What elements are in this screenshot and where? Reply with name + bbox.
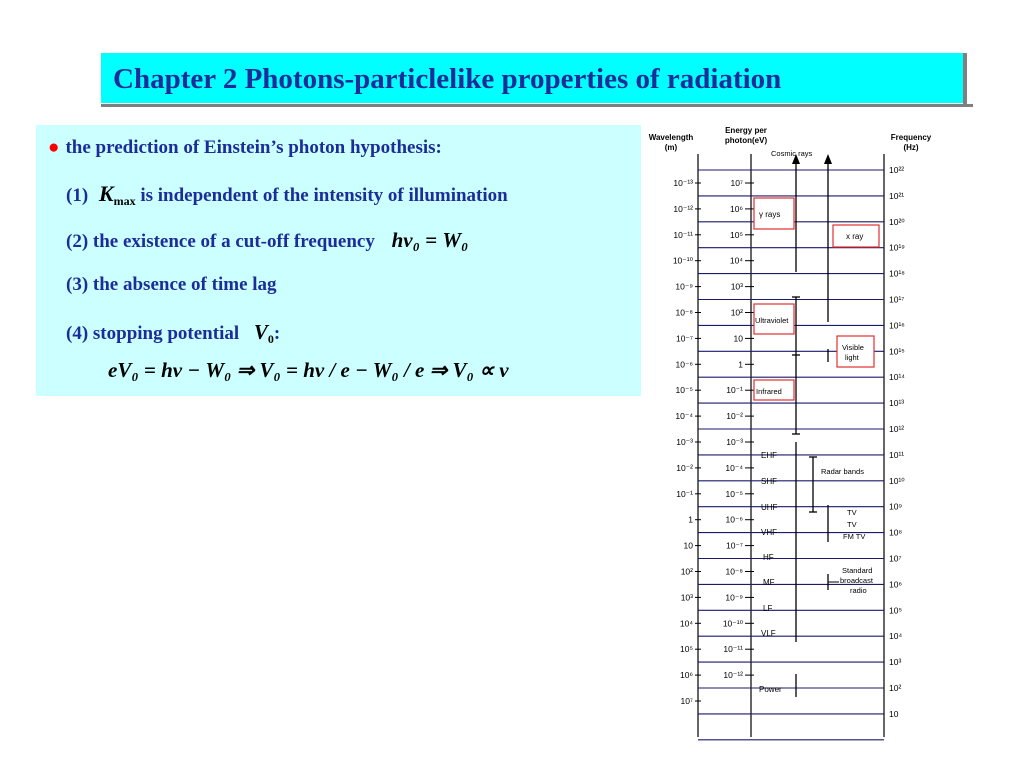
wavelength-tick-label: 10⁻⁶ xyxy=(675,359,693,370)
slide-title: Chapter 2 Photons-particlelike properties of radiation xyxy=(113,63,782,95)
wavelength-heading: Wavelength xyxy=(648,133,694,142)
wavelength-tick-label: 10⁻⁵ xyxy=(675,385,693,396)
energy-tick-label: 10⁻¹¹ xyxy=(723,644,743,655)
energy-heading: Energy per xyxy=(725,126,767,135)
visible-label-2: light xyxy=(845,353,859,362)
broadcast-label-2: broadcast xyxy=(840,576,873,585)
xray-label: x ray xyxy=(846,232,864,241)
content-box xyxy=(36,125,641,396)
wavelength-tick-label: 10² xyxy=(680,566,693,577)
frequency-tick-label: 10²⁰ xyxy=(889,216,905,227)
kmax-subscript: max xyxy=(113,194,136,208)
energy-tick-label: 10⁶ xyxy=(730,203,743,214)
item-3-text: (3) the absence of time lag xyxy=(66,274,277,295)
stopping-potential-equation: eV₀ = hν − W₀ ⇒ V₀ = hν / e − W₀ / e ⇒ V₀ ∝ ν xyxy=(108,358,509,382)
frequency-tick-label: 10⁹ xyxy=(889,501,903,512)
item-1-text: is independent of the intensity of illumination xyxy=(140,185,508,206)
frequency-tick-label: 10¹⁹ xyxy=(889,242,905,253)
energy-tick-label: 10⁻¹⁰ xyxy=(722,618,743,629)
energy-tick-label: 10⁻⁹ xyxy=(725,592,743,603)
wavelength-tick-label: 10³ xyxy=(680,592,693,603)
bullet-icon: ● xyxy=(48,137,60,158)
frequency-heading: Frequency xyxy=(890,133,932,142)
item-1 xyxy=(66,181,508,209)
title-bar xyxy=(101,53,963,103)
energy-tick-label: 10⁻⁴ xyxy=(725,462,743,473)
energy-tick-label: 1 xyxy=(738,359,743,370)
frequency-tick-label: 10⁶ xyxy=(889,579,902,590)
item-4 xyxy=(66,320,280,347)
wavelength-tick-label: 10⁻¹³ xyxy=(673,178,693,188)
cosmic-label: Cosmic rays xyxy=(771,149,813,158)
energy-tick-label: 10⁻¹ xyxy=(726,385,743,396)
energy-unit: photon(eV) xyxy=(724,136,768,145)
wavelength-tick-label: 10⁻¹² xyxy=(673,203,693,214)
energy-tick-label: 10⁷ xyxy=(730,178,743,188)
frequency-tick-label: 10¹³ xyxy=(889,398,905,409)
heading-line xyxy=(48,137,442,159)
frequency-tick-label: 10³ xyxy=(889,657,902,668)
item-3 xyxy=(66,274,277,296)
mf-label: MF xyxy=(763,578,775,587)
wavelength-tick-label: 10⁵ xyxy=(680,644,693,655)
v0-subscript: 0 xyxy=(267,332,274,346)
title-underline xyxy=(101,104,973,107)
frequency-tick-label: 10² xyxy=(889,683,902,693)
frequency-unit: (Hz) xyxy=(903,143,919,152)
frequency-tick-label: 10¹⁴ xyxy=(889,372,905,383)
uv-label: Ultraviolet xyxy=(755,316,789,325)
item-2 xyxy=(66,228,468,253)
wavelength-labels xyxy=(673,178,701,706)
energy-tick-label: 10⁻² xyxy=(726,411,743,422)
wavelength-tick-label: 10⁻⁹ xyxy=(675,281,693,292)
energy-tick-label: 10² xyxy=(730,307,743,318)
frequency-tick-label: 10¹¹ xyxy=(889,449,905,460)
hf-label: HF xyxy=(763,553,774,562)
vlf-label: VLF xyxy=(761,629,776,638)
spectrum-svg xyxy=(641,112,941,752)
radar-label: Radar bands xyxy=(821,467,864,476)
frequency-tick-label: 10¹² xyxy=(889,424,905,434)
frequency-tick-label: 10⁴ xyxy=(889,631,903,642)
grid-lines xyxy=(698,170,884,740)
uhf-label: UHF xyxy=(761,503,778,512)
energy-tick-label: 10⁻³ xyxy=(726,437,743,447)
wavelength-tick-label: 1 xyxy=(688,514,693,525)
wavelength-unit: (m) xyxy=(664,143,678,152)
wavelength-tick-label: 10⁷ xyxy=(680,696,693,706)
broadcast-label-1: Standard xyxy=(842,566,873,575)
frequency-tick-label: 10 xyxy=(889,708,899,719)
cutoff-equation: hν₀ = W₀ xyxy=(391,228,469,252)
energy-tick-label: 10⁻⁶ xyxy=(725,514,743,525)
frequency-tick-label: 10¹⁰ xyxy=(889,475,905,486)
frequency-tick-label: 10¹⁷ xyxy=(889,294,905,305)
wavelength-tick-label: 10⁻¹ xyxy=(676,488,693,499)
energy-tick-label: 10⁴ xyxy=(729,255,743,266)
heading-text: the prediction of Einstein’s photon hypothesis: xyxy=(65,137,442,158)
tv2-label: TV xyxy=(847,520,857,529)
title-shadow-right xyxy=(963,53,967,106)
frequency-tick-label: 10⁵ xyxy=(889,605,902,616)
broadcast-label-3: radio xyxy=(850,586,867,595)
energy-tick-label: 10³ xyxy=(730,281,743,292)
energy-tick-label: 10⁻¹² xyxy=(723,670,743,681)
item-4-colon: : xyxy=(273,323,281,344)
frequency-tick-label: 10¹⁸ xyxy=(889,268,905,279)
v0-symbol: V xyxy=(253,320,268,344)
gamma-label: γ rays xyxy=(759,210,781,219)
tv1-label: TV xyxy=(847,508,857,517)
infrared-label: Infrared xyxy=(756,387,782,396)
wavelength-tick-label: 10⁻¹⁰ xyxy=(672,255,693,266)
shf-label: SHF xyxy=(761,477,777,486)
cosmic-arrowhead-2 xyxy=(824,154,832,164)
frequency-tick-label: 10²¹ xyxy=(889,190,905,201)
wavelength-tick-label: 10⁻¹¹ xyxy=(673,229,693,240)
energy-tick-label: 10⁵ xyxy=(730,229,743,240)
fmtv-label: FM TV xyxy=(843,532,866,541)
visible-label-1: Visible xyxy=(842,343,864,352)
frequency-tick-label: 10⁷ xyxy=(889,553,902,564)
vhf-label: VHF xyxy=(761,528,777,537)
item-2-text: (2) the existence of a cut-off frequency xyxy=(66,231,375,252)
em-spectrum-figure xyxy=(641,112,941,752)
item-4-text: (4) stopping potential xyxy=(66,323,240,344)
energy-tick-label: 10⁻⁸ xyxy=(725,566,743,577)
wavelength-tick-label: 10⁻⁸ xyxy=(675,307,693,318)
frequency-labels xyxy=(889,165,905,719)
wavelength-tick-label: 10⁻⁷ xyxy=(675,333,693,344)
energy-tick-label: 10⁻⁷ xyxy=(725,540,743,551)
frequency-tick-label: 10¹⁵ xyxy=(889,346,905,357)
kmax-symbol: K xyxy=(98,181,114,206)
frequency-tick-label: 10⁸ xyxy=(889,527,903,538)
energy-tick-label: 10⁻⁵ xyxy=(725,488,743,499)
wavelength-tick-label: 10 xyxy=(683,540,693,551)
ehf-label: EHF xyxy=(761,451,777,460)
frequency-tick-label: 10²² xyxy=(889,165,905,175)
wavelength-tick-label: 10⁻⁴ xyxy=(675,411,693,422)
wavelength-tick-label: 10⁶ xyxy=(680,670,693,681)
frequency-tick-label: 10¹⁶ xyxy=(889,320,905,331)
wavelength-tick-label: 10⁴ xyxy=(679,618,693,629)
wavelength-tick-label: 10⁻³ xyxy=(676,437,693,447)
power-label: Power xyxy=(759,685,782,694)
energy-tick-label: 10 xyxy=(733,333,743,344)
lf-label: LF xyxy=(763,604,773,613)
item-1-number: (1) xyxy=(66,185,89,206)
wavelength-tick-label: 10⁻² xyxy=(676,462,693,473)
